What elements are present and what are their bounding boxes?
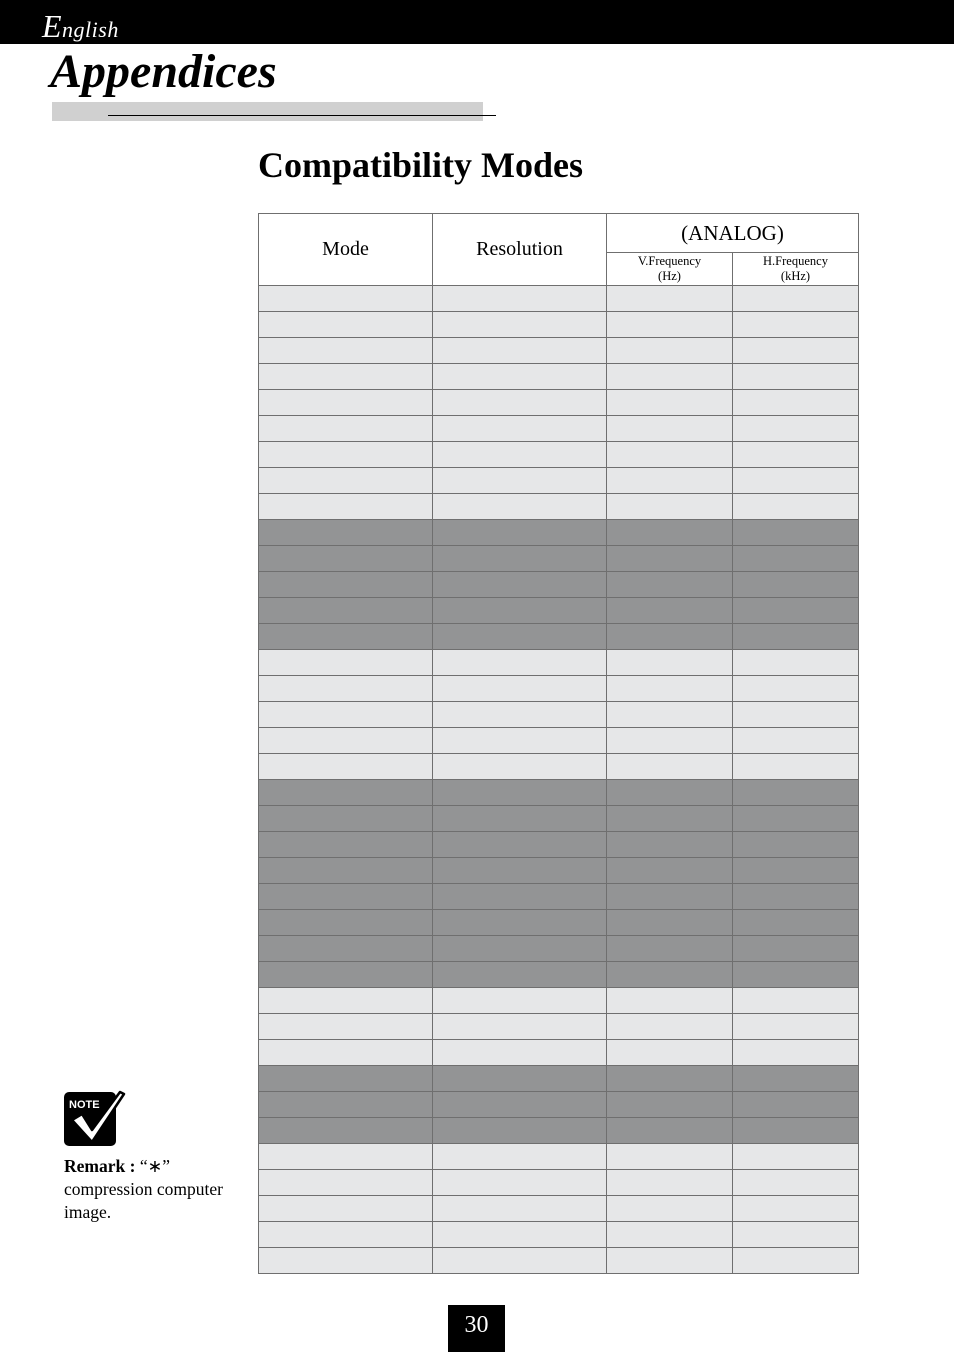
cell-mode [259,416,433,442]
cell-v-frequency [607,286,733,312]
cell-mode [259,780,433,806]
cell-resolution [433,832,607,858]
cell-h-frequency [733,676,859,702]
cell-h-frequency [733,468,859,494]
table-row [259,650,859,676]
cell-resolution [433,442,607,468]
table-row [259,442,859,468]
header-mode: Mode [259,214,433,286]
cell-h-frequency [733,728,859,754]
cell-resolution [433,1196,607,1222]
cell-v-frequency [607,858,733,884]
cell-h-frequency [733,598,859,624]
cell-mode [259,442,433,468]
cell-h-frequency [733,624,859,650]
cell-h-frequency [733,1118,859,1144]
cell-mode [259,806,433,832]
cell-resolution [433,468,607,494]
cell-resolution [433,1248,607,1274]
cell-resolution [433,962,607,988]
cell-mode [259,1066,433,1092]
cell-h-frequency [733,832,859,858]
cell-resolution [433,676,607,702]
cell-resolution [433,988,607,1014]
cell-h-frequency [733,1248,859,1274]
cell-mode [259,1040,433,1066]
cell-resolution [433,416,607,442]
cell-resolution [433,624,607,650]
table-row [259,702,859,728]
cell-h-frequency [733,286,859,312]
cell-v-frequency [607,1144,733,1170]
cell-mode [259,624,433,650]
cell-v-frequency [607,676,733,702]
cell-mode [259,1014,433,1040]
cell-v-frequency [607,1092,733,1118]
cell-v-frequency [607,416,733,442]
cell-resolution [433,936,607,962]
cell-mode [259,1248,433,1274]
cell-resolution [433,650,607,676]
cell-resolution [433,806,607,832]
cell-h-frequency [733,858,859,884]
table-row [259,1196,859,1222]
page-number: 30 [448,1305,505,1352]
cell-resolution [433,754,607,780]
cell-resolution [433,546,607,572]
cell-mode [259,650,433,676]
v-frequency-label: V.Frequency [637,254,702,268]
cell-v-frequency [607,910,733,936]
header-h-frequency [733,253,859,286]
top-bar [0,0,954,44]
cell-resolution [433,1040,607,1066]
cell-resolution [433,390,607,416]
header-analog: (ANALOG) [607,214,859,253]
cell-mode [259,364,433,390]
cell-v-frequency [607,1222,733,1248]
cell-v-frequency [607,1014,733,1040]
cell-v-frequency [607,988,733,1014]
h-frequency-label: H.Frequency [763,254,828,268]
table-row [259,520,859,546]
cell-resolution [433,1144,607,1170]
cell-mode [259,494,433,520]
table-row [259,390,859,416]
table-row [259,780,859,806]
cell-resolution [433,572,607,598]
cell-resolution [433,1222,607,1248]
cell-mode [259,1144,433,1170]
cell-h-frequency [733,988,859,1014]
remark-body: “∗” compression computer image. [64,1156,223,1222]
cell-h-frequency [733,650,859,676]
table-row [259,1092,859,1118]
cell-resolution [433,910,607,936]
note-icon [62,1086,128,1154]
cell-mode [259,338,433,364]
cell-h-frequency [733,416,859,442]
cell-h-frequency [733,390,859,416]
cell-v-frequency [607,312,733,338]
v-frequency-unit: (Hz) [658,269,681,283]
table-row [259,884,859,910]
cell-v-frequency [607,702,733,728]
cell-v-frequency [607,1196,733,1222]
table-row [259,416,859,442]
cell-resolution [433,338,607,364]
cell-resolution [433,364,607,390]
remark-label: Remark : [64,1156,136,1176]
cell-v-frequency [607,468,733,494]
cell-resolution [433,286,607,312]
table-row [259,754,859,780]
cell-h-frequency [733,572,859,598]
cell-h-frequency [733,546,859,572]
cell-mode [259,858,433,884]
table-row [259,936,859,962]
cell-h-frequency [733,962,859,988]
cell-v-frequency [607,1118,733,1144]
cell-h-frequency [733,494,859,520]
table-row [259,468,859,494]
cell-v-frequency [607,572,733,598]
table-row [259,338,859,364]
cell-v-frequency [607,806,733,832]
cell-h-frequency [733,1066,859,1092]
table-body [259,286,859,1274]
cell-v-frequency [607,338,733,364]
cell-v-frequency [607,884,733,910]
note-icon-label: NOTE [69,1099,100,1111]
table-row [259,312,859,338]
cell-h-frequency [733,754,859,780]
cell-h-frequency [733,364,859,390]
cell-v-frequency [607,650,733,676]
cell-v-frequency [607,598,733,624]
title-underline-bar [52,102,483,121]
table-row [259,676,859,702]
cell-resolution [433,1066,607,1092]
cell-h-frequency [733,520,859,546]
cell-mode [259,910,433,936]
table-row [259,1222,859,1248]
table-row [259,988,859,1014]
cell-resolution [433,702,607,728]
table-row [259,1066,859,1092]
header-v-frequency [607,253,733,286]
table-row [259,858,859,884]
cell-resolution [433,1014,607,1040]
cell-mode [259,312,433,338]
cell-h-frequency [733,1092,859,1118]
cell-v-frequency [607,1248,733,1274]
cell-h-frequency [733,1040,859,1066]
page-heading: Compatibility Modes [258,145,584,185]
table-row [259,806,859,832]
table-row [259,1040,859,1066]
cell-mode [259,962,433,988]
table-row [259,494,859,520]
cell-mode [259,390,433,416]
remark-text [64,1155,254,1224]
cell-resolution [433,494,607,520]
cell-mode [259,1118,433,1144]
cell-mode [259,728,433,754]
language-initial: E [42,8,63,44]
cell-v-frequency [607,546,733,572]
table-row [259,546,859,572]
table-row [259,364,859,390]
language-rest: nglish [62,17,119,42]
cell-mode [259,572,433,598]
table-row [259,624,859,650]
table-row [259,728,859,754]
cell-v-frequency [607,390,733,416]
cell-resolution [433,520,607,546]
cell-h-frequency [733,312,859,338]
cell-h-frequency [733,1144,859,1170]
cell-resolution [433,1118,607,1144]
language-label [42,8,119,45]
cell-v-frequency [607,1170,733,1196]
cell-v-frequency [607,1066,733,1092]
cell-mode [259,546,433,572]
cell-mode [259,936,433,962]
cell-h-frequency [733,1222,859,1248]
cell-mode [259,754,433,780]
cell-mode [259,884,433,910]
table-row [259,572,859,598]
title-underline-rule [108,115,496,116]
header-resolution: Resolution [433,214,607,286]
section-title: Appendices [50,45,277,98]
cell-mode [259,1196,433,1222]
cell-mode [259,286,433,312]
cell-resolution [433,1170,607,1196]
cell-v-frequency [607,728,733,754]
cell-v-frequency [607,494,733,520]
table-row [259,1144,859,1170]
cell-resolution [433,1092,607,1118]
cell-h-frequency [733,1196,859,1222]
cell-h-frequency [733,780,859,806]
cell-v-frequency [607,962,733,988]
table-row [259,832,859,858]
cell-resolution [433,312,607,338]
cell-resolution [433,598,607,624]
cell-mode [259,520,433,546]
cell-resolution [433,884,607,910]
table-row [259,962,859,988]
cell-mode [259,702,433,728]
h-frequency-unit: (kHz) [780,269,811,283]
cell-resolution [433,780,607,806]
cell-v-frequency [607,624,733,650]
cell-h-frequency [733,442,859,468]
cell-mode [259,1170,433,1196]
cell-h-frequency [733,936,859,962]
cell-h-frequency [733,884,859,910]
cell-mode [259,988,433,1014]
cell-h-frequency [733,806,859,832]
table-row [259,1248,859,1274]
cell-v-frequency [607,780,733,806]
table-row [259,1118,859,1144]
cell-v-frequency [607,442,733,468]
cell-mode [259,598,433,624]
cell-mode [259,468,433,494]
cell-v-frequency [607,1040,733,1066]
table-row [259,286,859,312]
cell-h-frequency [733,338,859,364]
cell-v-frequency [607,936,733,962]
cell-mode [259,1222,433,1248]
cell-h-frequency [733,702,859,728]
cell-h-frequency [733,1170,859,1196]
cell-mode [259,832,433,858]
table-row [259,910,859,936]
cell-mode [259,1092,433,1118]
cell-v-frequency [607,832,733,858]
cell-h-frequency [733,910,859,936]
cell-resolution [433,858,607,884]
table-row [259,598,859,624]
table-row [259,1170,859,1196]
table-row [259,1014,859,1040]
cell-resolution [433,728,607,754]
cell-h-frequency [733,1014,859,1040]
cell-v-frequency [607,364,733,390]
cell-mode [259,676,433,702]
cell-v-frequency [607,520,733,546]
compatibility-table [258,213,859,1274]
cell-v-frequency [607,754,733,780]
